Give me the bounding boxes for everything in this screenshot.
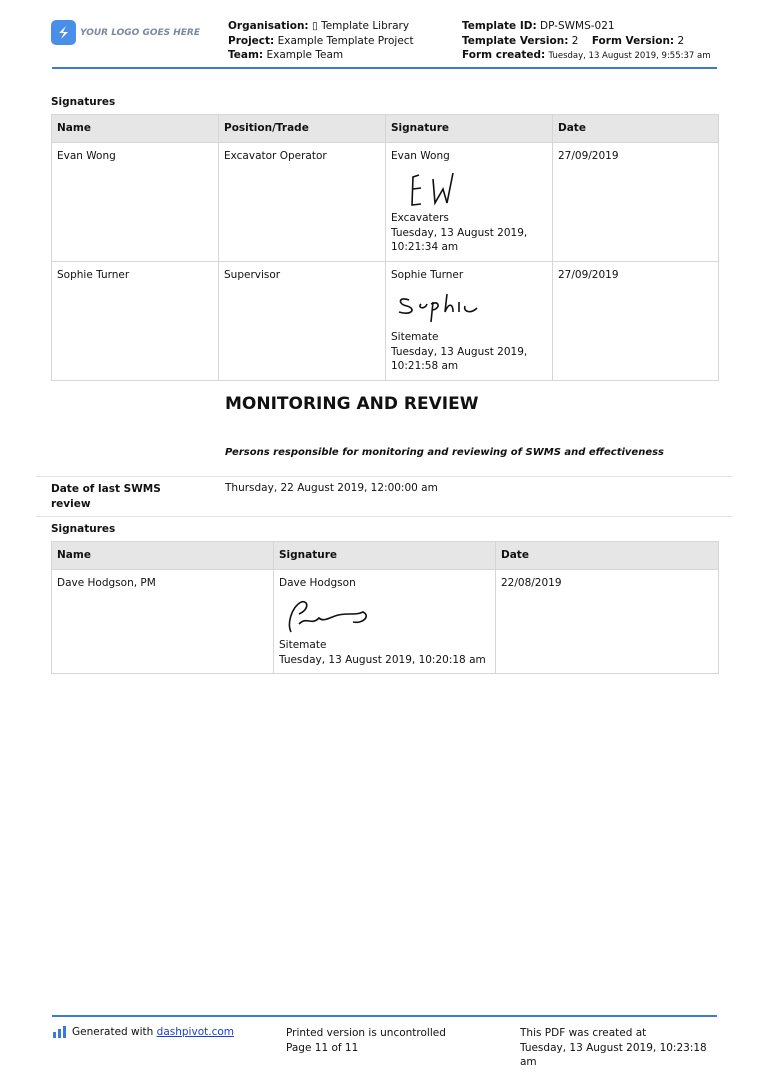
signatures-heading: Signatures bbox=[51, 96, 116, 108]
template-id-label: Template ID: bbox=[462, 20, 537, 32]
signature-cell bbox=[386, 142, 553, 261]
signed-time: 10:21:58 am bbox=[391, 360, 459, 372]
section-title: MONITORING AND REVIEW bbox=[225, 394, 479, 414]
position-cell: Supervisor bbox=[219, 261, 386, 380]
signed-date: Tuesday, 13 August 2019, bbox=[391, 226, 528, 239]
header-divider bbox=[52, 67, 717, 69]
column-header-name: Name bbox=[52, 115, 219, 143]
table-row bbox=[52, 261, 719, 380]
org-value: ▯ Template Library bbox=[311, 20, 410, 32]
name-cell: Sophie Turner bbox=[52, 261, 219, 380]
footer-print-info bbox=[286, 1026, 446, 1055]
date-cell: 27/09/2019 bbox=[553, 142, 719, 261]
signer-name: Dave Hodgson bbox=[279, 576, 356, 589]
template-version-value: 2 bbox=[571, 34, 579, 47]
signer-company: Sitemate bbox=[279, 639, 327, 651]
signer-name: Sophie Turner bbox=[391, 268, 464, 281]
signature-image bbox=[279, 594, 379, 636]
created-value: Tuesday, 13 August 2019, 10:23:18 am bbox=[520, 1041, 707, 1068]
signed-date: Tuesday, 13 August 2019, bbox=[391, 345, 528, 358]
date-cell: 27/09/2019 bbox=[553, 261, 719, 380]
template-id-value: DP-SWMS-021 bbox=[540, 20, 615, 32]
header-project-info bbox=[228, 19, 414, 63]
created-label: This PDF was created at bbox=[520, 1027, 647, 1039]
name-cell: Evan Wong bbox=[52, 142, 219, 261]
generated-text: Generated with bbox=[72, 1026, 154, 1038]
column-header-date: Date bbox=[553, 115, 719, 143]
last-review-value: Thursday, 22 August 2019, 12:00:00 am bbox=[225, 482, 438, 494]
footer-generated bbox=[72, 1026, 234, 1038]
signer-company: Excavaters bbox=[391, 212, 449, 224]
review-signatures-table bbox=[51, 541, 719, 674]
team-label: Team: bbox=[228, 49, 264, 61]
table-header-row bbox=[52, 115, 719, 143]
project-value: Example Template Project bbox=[277, 34, 414, 47]
signer-company: Sitemate bbox=[391, 331, 439, 343]
column-header-position: Position/Trade bbox=[219, 115, 386, 143]
signatures-heading: Signatures bbox=[51, 523, 116, 535]
table-row bbox=[52, 569, 719, 674]
uncontrolled-text: Printed version is uncontrolled bbox=[286, 1027, 446, 1039]
divider bbox=[36, 516, 733, 517]
form-created-label: Form created: bbox=[462, 49, 546, 61]
team-value: Example Team bbox=[266, 49, 344, 61]
last-review-label: Date of last SWMS review bbox=[51, 483, 161, 510]
column-header-name: Name bbox=[52, 542, 274, 570]
signatures-table bbox=[51, 114, 719, 381]
header-template-info bbox=[462, 19, 711, 64]
date-cell: 22/08/2019 bbox=[496, 569, 719, 674]
org-label: Organisation: bbox=[228, 20, 309, 32]
signature-cell bbox=[386, 261, 553, 380]
template-version-label: Template Version: bbox=[462, 34, 569, 47]
footer-divider bbox=[52, 1015, 717, 1017]
dashpivot-icon bbox=[53, 1026, 67, 1041]
logo-icon bbox=[51, 20, 76, 45]
signature-image bbox=[391, 167, 481, 209]
column-header-date: Date bbox=[496, 542, 719, 570]
table-row bbox=[52, 142, 719, 261]
divider bbox=[36, 476, 733, 477]
page-number: Page 11 of 11 bbox=[286, 1041, 359, 1054]
signature-image bbox=[391, 286, 491, 328]
signed-time: 10:21:34 am bbox=[391, 241, 459, 253]
section-subtitle: Persons responsible for monitoring and reviewing of SWMS and effectiveness bbox=[225, 447, 665, 458]
signature-cell bbox=[274, 569, 496, 674]
form-version-label: Form Version: bbox=[591, 34, 675, 47]
logo-text: YOUR LOGO GOES HERE bbox=[80, 28, 201, 38]
position-cell: Excavator Operator bbox=[219, 142, 386, 261]
signer-name: Evan Wong bbox=[391, 149, 450, 162]
table-header-row bbox=[52, 542, 719, 570]
form-version-value: 2 bbox=[677, 34, 685, 47]
form-created-value: Tuesday, 13 August 2019, 9:55:37 am bbox=[548, 51, 711, 61]
dashpivot-link[interactable]: dashpivot.com bbox=[156, 1026, 234, 1038]
project-label: Project: bbox=[228, 34, 275, 47]
column-header-signature: Signature bbox=[386, 115, 553, 143]
signed-date: Tuesday, 13 August 2019, 10:20:18 am bbox=[279, 653, 486, 666]
footer-created-info bbox=[520, 1026, 720, 1070]
column-header-signature: Signature bbox=[274, 542, 496, 570]
name-cell: Dave Hodgson, PM bbox=[52, 569, 274, 674]
